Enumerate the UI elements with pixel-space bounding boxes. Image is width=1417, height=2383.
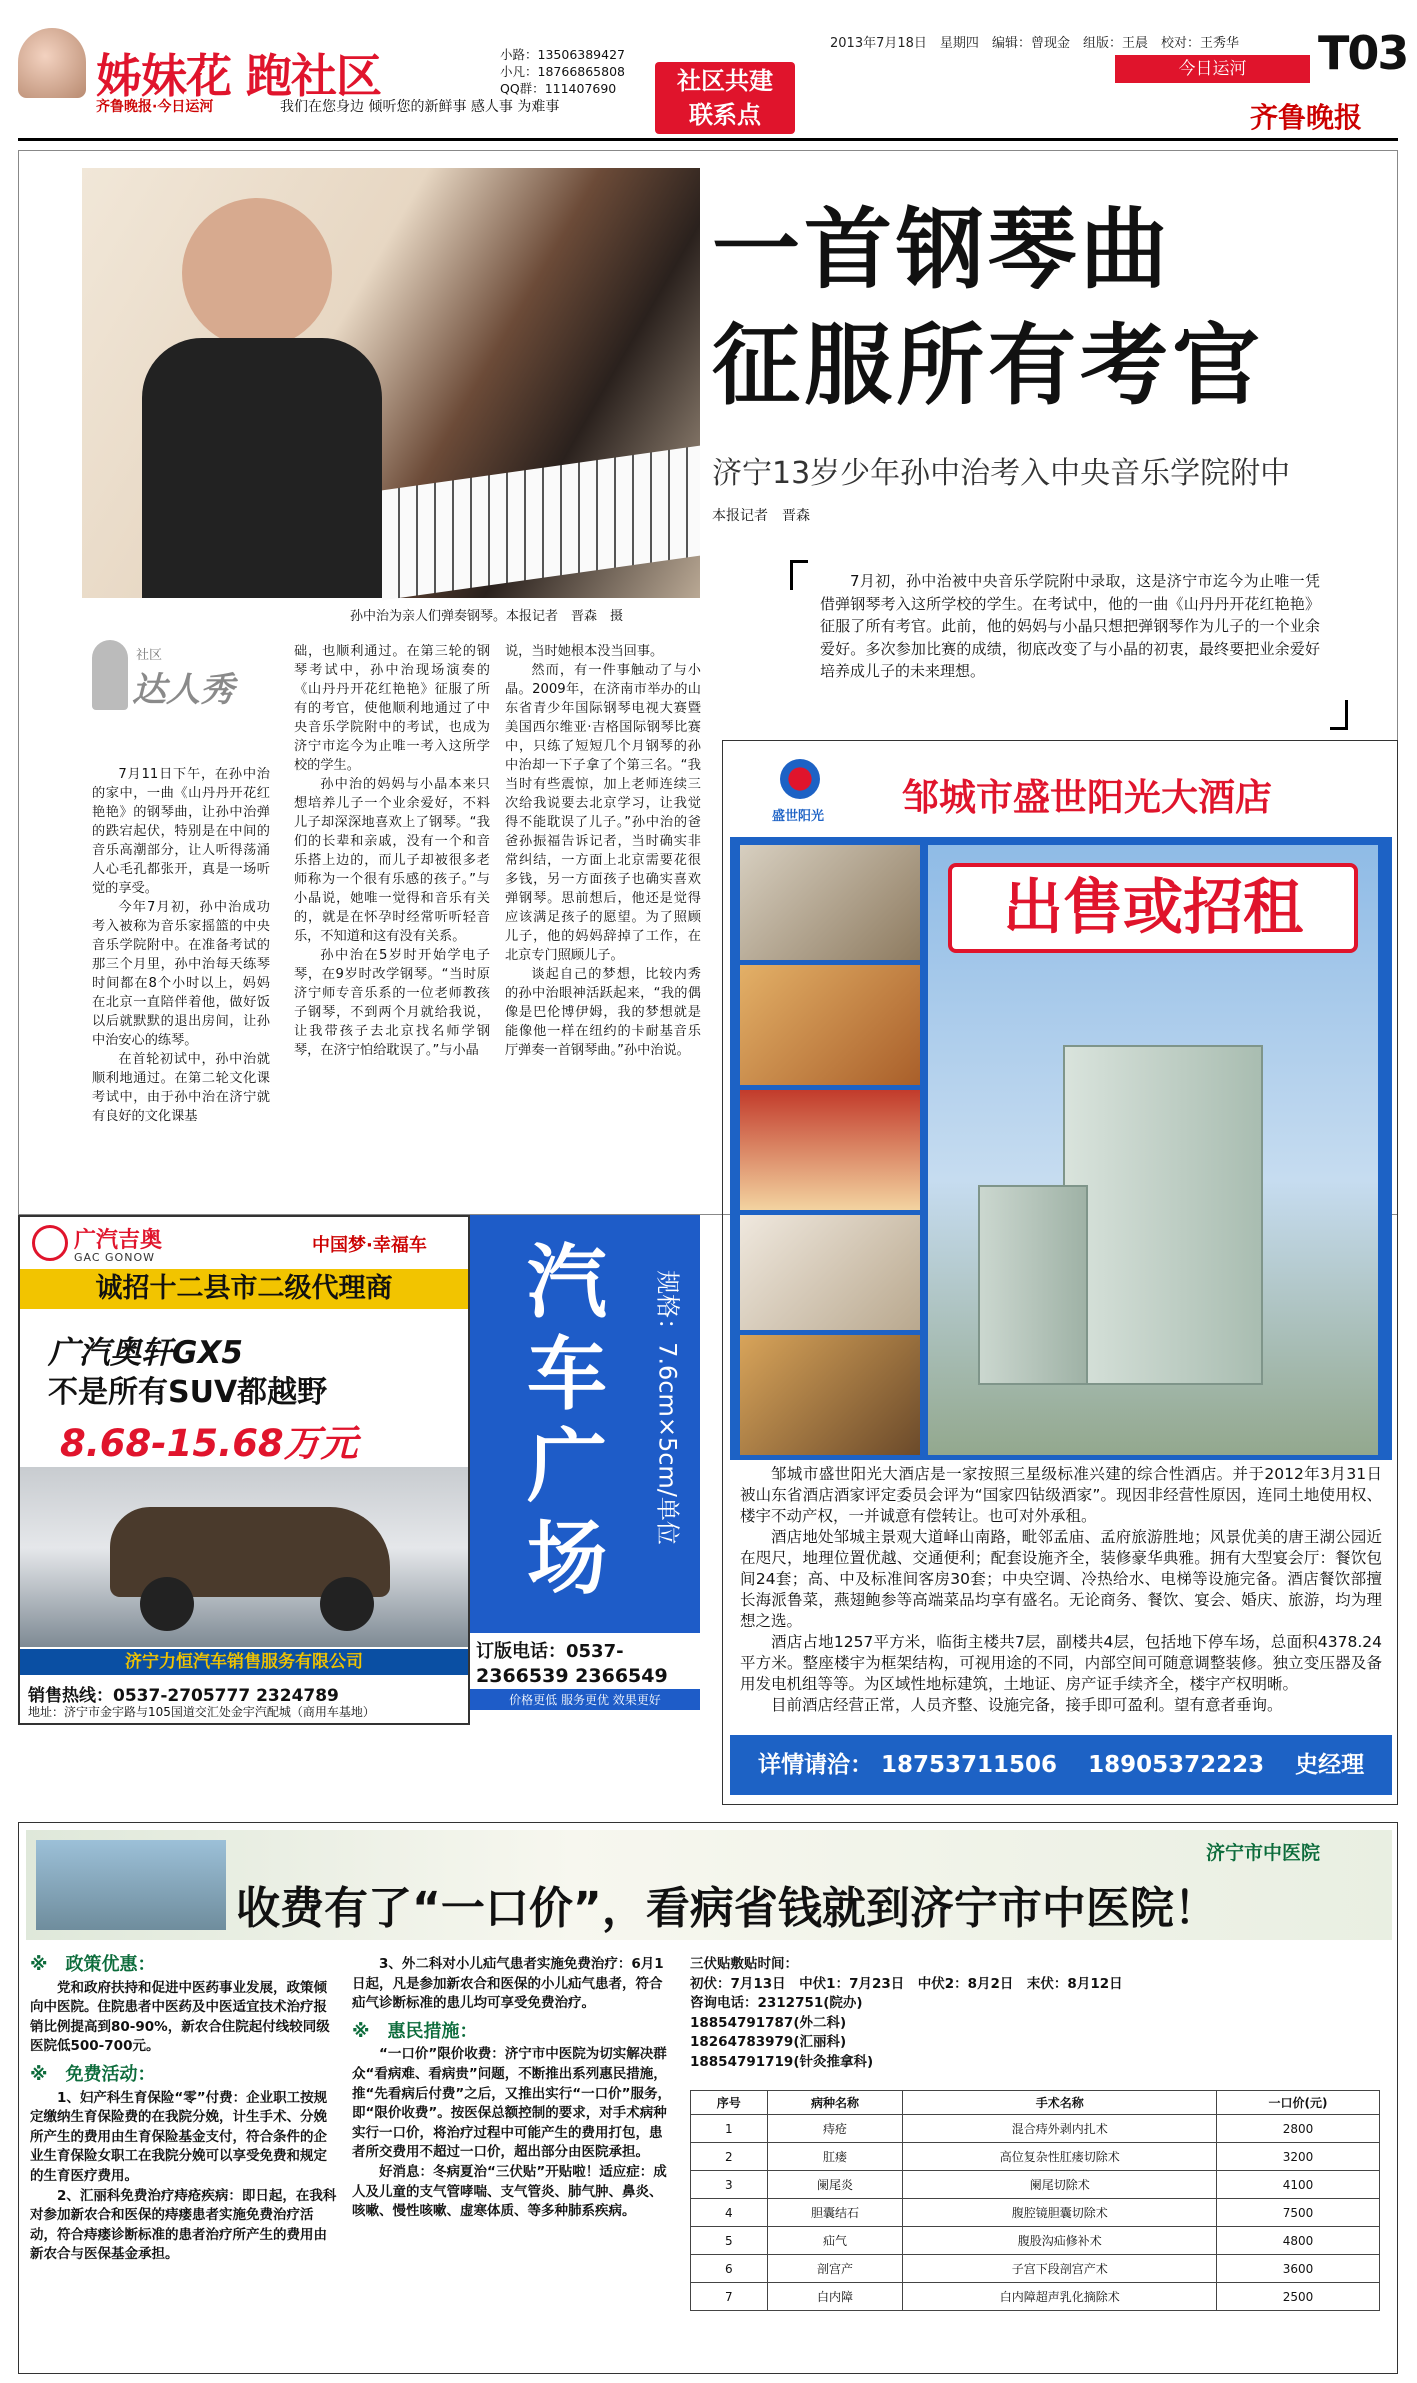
hospital-building-image: [36, 1840, 226, 1930]
suv-wheel-front: [140, 1577, 194, 1631]
mascot-figure: [92, 640, 128, 710]
sale-headline: 出售或招租: [948, 863, 1358, 953]
table-cell: 3200: [1217, 2143, 1380, 2171]
table-row: [691, 2115, 1380, 2143]
masthead-rule: [18, 138, 1398, 141]
table-cell: 胆囊结石: [767, 2199, 903, 2227]
hospital-banner: [26, 1830, 1392, 1940]
table-cell: 3600: [1217, 2255, 1380, 2283]
table-cell: 5: [691, 2227, 768, 2255]
piano-keys: [382, 446, 700, 601]
boy-shirt: [142, 338, 382, 598]
hotel-ad: 盛世阳光 邹城市盛世阳光大酒店 出售或招租 邹城市盛世阳光大酒店是一家按照三星级标准兴建的综合性酒店。并于2012年3月31日被山东省酒店酒家评定委员会评为“国家四钻级酒家”。现因非经营性原因，连同土地使用权、楼宇不动产权，一并诚意有偿转让。也可对外承租。 酒店地处邹城主景观大道峄山南路，毗邻孟庙、孟府旅游胜地；风景优美的唐王湖公园近在咫尺，地理位置优越、交通便利；配套设施齐全，装修豪华典雅。拥有大型宴会厅：餐饮包间24套；高、中及标准间客房30套；中央空调、冷热给水、电梯等设施完备。酒店餐饮部擅长海派鲁菜，燕翅鲍参等高端菜品均享有盛名。无论商务、餐饮、宴会、婚庆、旅游，均为理想之选。 酒店占地1257平方米，临街主楼共7层，副楼共4层，包括地下停车场，总面积4378.24平方米。整座楼宇为框架结构，可视用途的不同，内部空间可随意调整装修。独立变压器及备用发电机组等等。为区域性地标建筑，土地证、房产证手续齐全，楼宇产权明晰。 目前酒店经营正常，人员齐整、设施完备，接手即可盈利。望有意者垂询。: [730, 745, 1392, 1735]
table-cell: 剖宫产: [767, 2255, 903, 2283]
article-column-2: 础，也顺利通过。在第三轮的钢琴考试中，孙中治现场演奏的《山丹丹开花红艳艳》征服了所有的考官，使他顺利地通过了中央音乐学院附中的考试，也成为济宁市迄今为止唯一考入这所学校的学生。 孙中治的妈妈与小晶本来只想培养儿子一个业余爱好，不料儿子却深深地喜欢上了钢琴。“我们的长辈和亲戚，没有一个和音乐搭上边的，而儿子却被很多老师称为一个很有乐感的孩子。”与小晶说，她唯一觉得和音乐有关的，就是在怀孕时经常听听轻音乐，不知道和这有没有关系。 孙中治在5岁时开始学电子琴，在9岁时改学钢琴。“当时原济宁师专音乐系的一位老师教孩子钢琴，不到两个月就给我说，让我带孩子去北京找名师学钢琴，在济宁怕给耽误了。”与小晶: [294, 644, 490, 1058]
table-cell: 腹股沟疝修补术: [903, 2227, 1217, 2255]
subheadline: 济宁13岁少年孙中治考入中央音乐学院附中: [712, 456, 1291, 491]
table-cell: 2500: [1217, 2283, 1380, 2311]
table-cell: 高位复杂性肛瘘切除术: [903, 2143, 1217, 2171]
suv-wheel-rear: [320, 1577, 374, 1631]
gac-logo-icon: [32, 1225, 68, 1261]
piano-photo: [82, 168, 700, 598]
auto-square-title: 汽车广场: [527, 1236, 607, 1605]
recruit-banner: 诚招十二县市二级代理商: [20, 1269, 468, 1309]
table-cell: 混合痔外剥内扎术: [903, 2115, 1217, 2143]
lead-bracket-close: [1330, 700, 1348, 730]
main-tower: [1063, 1045, 1263, 1385]
table-cell: 痔疮: [767, 2115, 903, 2143]
auto-square-spec: 规格：7.6cm×5cm/单位: [653, 1270, 682, 1545]
table-cell: 白内障: [767, 2283, 903, 2311]
hotel-contact-bar: 详情请洽： 18753711506 18905372223 史经理: [730, 1735, 1392, 1795]
column-title: 姊妹花 跑社区: [96, 49, 382, 103]
table-cell: 子宫下段剖宫产术: [903, 2255, 1217, 2283]
section-tag: 今日运河: [1115, 55, 1310, 83]
table-cell: 4800: [1217, 2227, 1380, 2255]
headline-line-2: 征服所有考官: [712, 314, 1265, 417]
table-row: [691, 2199, 1380, 2227]
table-cell: 3: [691, 2171, 768, 2199]
table-row: [691, 2255, 1380, 2283]
hotel-photo-lobby: [740, 845, 920, 960]
hotel-name: 邹城市盛世阳光大酒店: [902, 776, 1272, 819]
dealer-banner: 济宁力恒汽车销售服务有限公司: [20, 1649, 468, 1675]
page-number: T03: [1318, 26, 1408, 80]
table-cell: 疝气: [767, 2227, 903, 2255]
contact-list: 小路：13506389427 小凡：18766865808 QQ群：111407690: [500, 47, 625, 96]
hospital-column-1: ※ 政策优惠： 党和政府扶持和促进中医药事业发展，政策倾向中医院。住院患者中医药及中医适宜技术治疗报销比例提高到80-90%，新农合住院起付线较同级医院低500-700元。 ※ 免费活动： 1、妇产科生育保险“零”付费：企业职工按规定缴纳生育保险费的在我院分娩，计生手术、分娩所产生的费用由生育保险基金支付，符合条件的企业生育保险女职工在我院分娩可以享受免费和规定的生育医疗费用。 2、汇丽科免费治疗痔疮疾病：即日起，在我科对参加新农合和医保的痔瘘患者实施免费治疗活动，符合痔瘘诊断标准的患者治疗所产生的费用由新农合与医保基金承担。: [30, 1954, 337, 2263]
hotel-logo-icon: [780, 759, 820, 799]
dateline: 2013年7月18日 星期四 编辑：曾现金 组版：王晨 校对：王秀华: [830, 36, 1240, 51]
hospital-logo: 济宁市中医院: [1206, 1842, 1321, 1864]
photo-caption: 孙中治为亲人们弹奏钢琴。本报记者 晋森 摄: [350, 609, 624, 624]
table-cell: 1: [691, 2115, 768, 2143]
hotel-photo-room: [740, 1215, 920, 1330]
hospital-info-block: 三伏贴敷贴时间： 初伏：7月13日 中伏1：7月23日 中伏2：8月2日 末伏：8月12日 咨询电话：2312751(院办) 18854791787(外二科) 18264783979(汇丽科) 18854791719(针灸推拿科): [690, 1956, 1123, 2070]
lead-bracket-open: [790, 560, 808, 590]
hotel-description: 邹城市盛世阳光大酒店是一家按照三星级标准兴建的综合性酒店。并于2012年3月31日被山东省酒店酒家评定委员会评为“国家四钻级酒家”。现因非经营性原因，连同土地使用权、楼宇不动产权，一并诚意有偿转让。也可对外承租。 酒店地处邹城主景观大道峄山南路，毗邻孟庙、孟府旅游胜地；风景优美的唐王湖公园近在咫尺，地理位置优越、交通便利；配套设施齐全，装修豪华典雅。拥有大型宴会厅：餐饮包间24套；高、中及标准间客房30套；中央空调、冷热给水、电梯等设施完备。酒店餐饮部擅长海派鲁菜，燕翅鲍参等高端菜品均享有盛名。无论商务、餐饮、宴会、婚庆、旅游，均为理想之选。 酒店占地1257平方米，临街主楼共7层，副楼共4层，包括地下停车场，总面积4378.24平方米。整座楼宇为框架结构，可视用途的不同，内部空间可随意调整装修。独立变压器及备用发电机组等等。为区域性地标建筑，土地证、房产证手续齐全，楼宇产权明晰。 目前酒店经营正常，人员齐整、设施完备，接手即可盈利。望有意者垂询。: [730, 1460, 1392, 1735]
hotel-building-photo: [928, 845, 1378, 1455]
article-column-3: 说，当时她根本没当回事。 然而，有一件事触动了与小晶。2009年，在济南市举办的山东省青少年国际钢琴电视大赛暨美国西尔维亚·吉格国际钢琴比赛中，只练了短短几个月钢琴的孙中治却一下子拿了个第三名。“我当时有些震惊，加上老师连续三次给我说要去北京学习，让我觉得不能耽误了儿子。”孙中治的爸爸孙振福告诉记者，当时确实非常纠结，一方面上北京需要花很多钱，另一方面孩子也确实喜欢弹钢琴。思前想后，他还是觉得应该满足孩子的愿望。为了照顾儿子，他的妈妈辞掉了工作，在北京专门照顾儿子。 谈起自己的梦想，比较内秀的孙中治眼神活跃起来，“我的偶像是巴伦博伊姆，我的梦想就是能像他一样在纽约的卡耐基音乐厅弹奏一首钢琴曲。”孙中治说。: [505, 644, 701, 1058]
table-cell: 肛瘘: [767, 2143, 903, 2171]
table-row: [691, 2227, 1380, 2255]
table-cell: 阑尾炎: [767, 2171, 903, 2199]
community-box: 社区共建 联系点: [655, 62, 795, 134]
table-row: [691, 2143, 1380, 2171]
table-row: [691, 2171, 1380, 2199]
headline-line-1: 一首钢琴曲: [712, 198, 1173, 301]
suv-photo: [20, 1467, 468, 1647]
table-cell: 6: [691, 2255, 768, 2283]
car-ad: 广汽吉奥 GAC GONOW 中国梦·幸福车 诚招十二县市二级代理商 广汽奥轩GX5 不是所有SUV都越野 8.68-15.68万元 济宁力恒汽车销售服务有限公司 销售热线：0537-2705777 2324789 地址：济宁市金宇路与105国道交汇处金宇汽配城（商用车基地）: [18, 1215, 470, 1725]
talent-badge: 社区 达人秀: [92, 640, 242, 720]
hotel-photo-banquet: [740, 1335, 920, 1455]
byline: 本报记者 晋森: [712, 508, 810, 524]
side-wing: [978, 1185, 1088, 1385]
table-cell: 4: [691, 2199, 768, 2227]
article-column-1: 7月11日下午，在孙中治的家中，一曲《山丹丹开花红艳艳》的钢琴曲，让孙中治弹的跌宕起伏，特别是在中间的音乐高潮部分，让人听得荡涌人心毛孔都张开，真是一场听觉的享受。 今年7月初，孙中治成功考入被称为音乐家摇篮的中央音乐学院附中。在准备考试的那三个月里，孙中治每天练琴时间都在8个小时以上，妈妈在北京一直陪伴着他，做好饭以后就默默的退出房间，让孙中治安心的练琴。 在首轮初试中，孙中治就顺利地通过。在第二轮文化课考试中，由于孙中治在济宁就有良好的文化课基: [92, 767, 270, 1124]
table-cell: 腹腔镜胆囊切除术: [903, 2199, 1217, 2227]
table-cell: 4100: [1217, 2171, 1380, 2199]
hotel-photo-hall: [740, 1090, 920, 1210]
hospital-headline: 收费有了“一口价”，看病省钱就到济宁市中医院！: [236, 1883, 1218, 1934]
auto-square-ad: 汽车广场 规格：7.6cm×5cm/单位 订版电话：0537- 2366539 2366549 价格更低 服务更优 效果更好: [470, 1215, 700, 1725]
columnist-photo: [18, 28, 86, 98]
hospital-column-2: 3、外二科对小儿疝气患者实施免费治疗：6月1日起，凡是参加新农合和医保的小儿疝气患者，符合疝气诊断标准的患儿均可享受免费治疗。 ※ 惠民措施： “一口价”限价收费：济宁市中医院为切实解决群众“看病难、看病贵”问题，不断推出系列惠民措施，推“先看病后付费”之后，又推出实行“一口价”服务，即“限价收费”。按医保总额控制的要求，对手术病种实行一口价，将治疗过程中可能产生的费用打包，患者所交费用不超过一口价，超出部分由医院承担。 好消息：冬病夏治“三伏贴”开贴啦！适应症：成人及儿童的支气管哮喘、支气管炎、肺气肿、鼻炎、咳嗽、慢性咳嗽、虚寒体质、等多种肺系疾病。: [352, 1956, 671, 2220]
table-cell: 7500: [1217, 2199, 1380, 2227]
column-slogan: 我们在您身边 倾听您的新鲜事 感人事 为难事: [280, 99, 560, 115]
paper-strap: 齐鲁晚报·今日运河: [96, 99, 214, 115]
boy-figure: [182, 198, 332, 348]
table-cell: 2800: [1217, 2115, 1380, 2143]
table-cell: 白内障超声乳化摘除术: [903, 2283, 1217, 2311]
table-cell: 阑尾切除术: [903, 2171, 1217, 2199]
paper-logo: 齐鲁晚报: [1250, 101, 1363, 134]
table-row: [691, 2283, 1380, 2311]
price-table: 序号 病种名称 手术名称 一口价(元) 1 痔疮 混合痔外剥内扎术 2800 2 肛瘘 高位复杂性肛瘘切除术 3200 3 阑尾炎 阑尾切除术 4100 4 胆囊结石 腹腔镜胆囊切除术 7500 5 疝气 腹股沟疝修补术 4800 6 剖宫产 子宫下段剖宫产术 3600 7 白内障 白内障超声乳化摘除术 2500: [690, 2090, 1380, 2311]
table-cell: 7: [691, 2283, 768, 2311]
table-cell: 2: [691, 2143, 768, 2171]
lead-paragraph: 7月初，孙中治被中央音乐学院附中录取，这是济宁市迄今为止唯一凭借弹钢琴考入这所学校的学生。在考试中，他的一曲《山丹丹开花红艳艳》征服了所有考官。此前，他的妈妈与小晶只想把弹钢琴作为儿子的一个业余爱好。多次参加比赛的成绩，彻底改变了与小晶的初衷，最终要把业余爱好培养成儿子的未来理想。: [820, 572, 1320, 680]
hotel-photo-dining: [740, 965, 920, 1085]
